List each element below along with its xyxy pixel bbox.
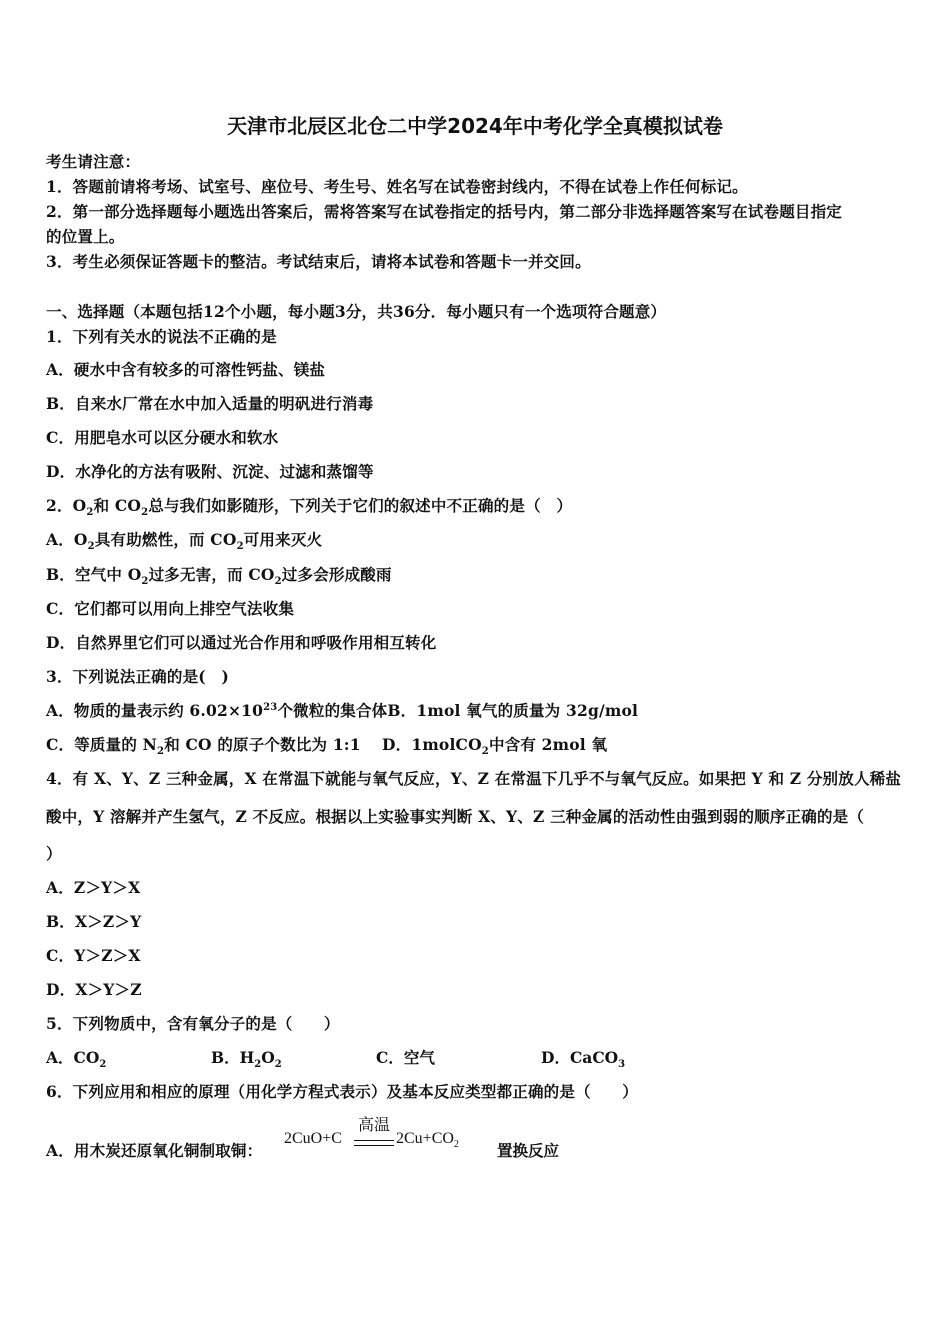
option-a-b: A．物质的量表示约 $6.02\times 10^{23}$个微粒的集合体B．1mol 氧气的质量为 32g/mol — [46, 701, 639, 720]
option-b: B．自来水厂常在水中加入适量的明矾进行消毒 — [46, 394, 374, 413]
section-heading: 一、选择题（本题包括12个小题，每小题3分，共36分．每小题只有一个选项符合题意） — [46, 302, 667, 321]
option-d: D．X＞Y＞Z — [46, 980, 142, 999]
option-b: B．X＞Z＞Y — [46, 912, 142, 931]
equation-double-bar — [354, 1140, 394, 1146]
option-d: D．水净化的方法有吸附、沉淀、过滤和蒸馏等 — [46, 462, 374, 481]
option-d: D．CaCO$_3$ — [541, 1048, 626, 1071]
question-stem: 酸中，Y 溶解并产生氢气，Z 不反应。根据以上实验事实判断 X、Y、Z 三种金属的活动性由强到弱的顺序正确的是（ — [46, 807, 865, 826]
notice-item: 2．第一部分选择题每小题选出答案后，需将答案写在试卷指定的括号内，第二部分非选择题答案写在试卷题目指定 — [46, 202, 842, 221]
notice-item: 的位置上。 — [46, 227, 125, 246]
notice-item: 3．考生必须保证答题卡的整洁。考试结束后，请将本试卷和答题卡一并交回。 — [46, 252, 591, 271]
option-c: C．空气 — [376, 1048, 435, 1067]
option-c: C．用肥皂水可以区分硬水和软水 — [46, 428, 279, 447]
option-b: B．空气中 $O_2$过多无害，而 $CO_2$过多会形成酸雨 — [46, 565, 392, 588]
question-stem: 6．下列应用和相应的原理（用化学方程式表示）及基本反应类型都正确的是（ ） — [46, 1082, 638, 1101]
option-c-d: C．等质量的 $N_2$和 CO 的原子个数比为 1:1 D．1molCO$_2$中含有 2mol 氧 — [46, 735, 608, 758]
option-d: D．自然界里它们可以通过光合作用和呼吸作用相互转化 — [46, 633, 437, 652]
chemical-equation — [284, 1112, 484, 1160]
notice-heading: 考生请注意： — [46, 152, 141, 171]
question-stem: ） — [46, 844, 62, 863]
question-stem: 5．下列物质中，含有氧分子的是（ ） — [46, 1014, 340, 1033]
option-a: A．硬水中含有较多的可溶性钙盐、镁盐 — [46, 360, 326, 379]
option-a: A．$CO_2$ — [46, 1048, 107, 1071]
equation-products: $2Cu+CO_2$ — [396, 1130, 459, 1151]
question-stem: 4．有 X、Y、Z 三种金属，X 在常温下就能与氧气反应，Y、Z 在常温下几乎不与氧气反应。如果把 Y 和 Z 分别放人稀盐 — [46, 769, 902, 788]
option-a: A．$O_2$具有助燃性，而 $CO_2$可用来灭火 — [46, 530, 323, 553]
question-stem: 1．下列有关水的说法不正确的是 — [46, 327, 277, 346]
option-b: B．$H_2O_2$ — [211, 1048, 282, 1071]
option-c: C．它们都可以用向上排空气法收集 — [46, 599, 295, 618]
option-a: A．Z＞Y＞X — [46, 878, 141, 897]
reaction-type: 置换反应 — [497, 1141, 560, 1160]
question-stem: 3．下列说法正确的是( ) — [46, 667, 230, 686]
page-title: 天津市北辰区北仓二中学2024年中考化学全真模拟试卷 — [227, 114, 723, 138]
notice-item: 1．答题前请将考场、试室号、座位号、考生号、姓名写在试卷密封线内，不得在试卷上作任何标记。 — [46, 177, 748, 196]
option-c: C．Y＞Z＞X — [46, 946, 141, 965]
equation-reactants: 2CuO+C — [284, 1130, 342, 1147]
equation-condition: 高温 — [358, 1117, 391, 1134]
question-stem: 2．$O_2$和 $CO_2$总与我们如影随形，下列关于它们的叙述中不正确的是（ ） — [46, 496, 573, 519]
option-a-label: A．用木炭还原氧化铜制取铜： — [46, 1141, 263, 1160]
